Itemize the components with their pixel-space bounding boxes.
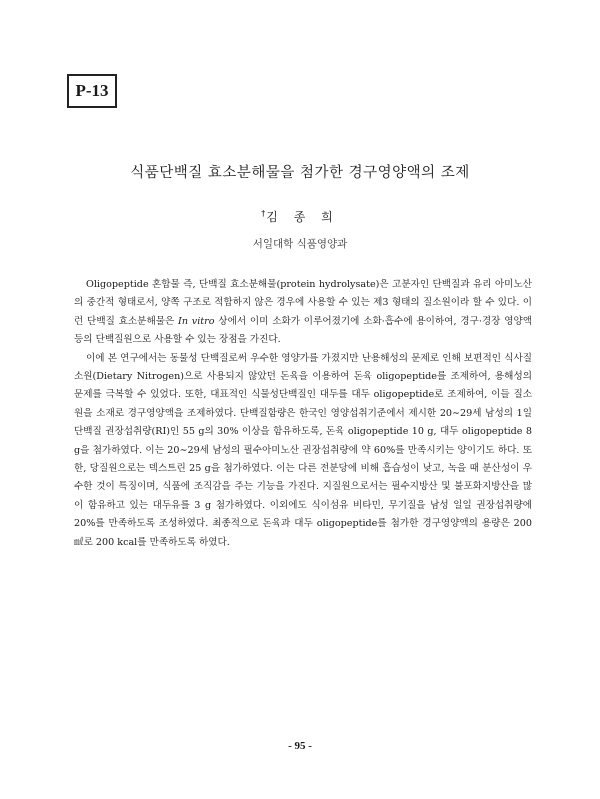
abstract-code: P-13 [75,81,109,100]
paper-title: 식품단백질 효소분해물을 첨가한 경구영양액의 조제 [130,165,470,181]
abstract-body [74,276,532,552]
author-line [0,208,600,225]
paragraph-1 [74,276,532,350]
page-number: - 95 - [288,740,312,752]
author-name: 김 종 희 [266,210,339,224]
in-vitro-italic: In vitro [178,315,215,327]
paragraph-2: 이에 본 연구에서는 동물성 단백질로써 우수한 영양가를 가졌지만 난용해성의 문제로 인해 보편적인 식사질소원(Dietary Nitrogen)으로 사용되지 않았던 돈육을 이용하여 돈육 oligopeptide를 조제하여, 용해성의 문제를 극복할 수 있었다. 또한, 대표적인 식물성단백질인 대두를 대두 oligopeptide로 조제하여, 이들 질소원을 소재로 경구영양액을 조제하였다. 단백질함량은 한국인 영양섭취기준에서 제시한 20∼29세 남성의 1일 단백질 권장섭취량(RI)인 55 g의 30% 이상을 함유하도록, 돈육 oligopeptide 10 g, 대두 oligopeptide 8 g을 첨가하였다. 이는 20∼29세 남성의 필수아미노산 권장섭취량에 약 60%를 만족시키는 양이기도 하다. 또한, 당질원으로는 덱스트린 25 g을 첨가하였다. 이는 다른 전분당에 비해 흡습성이 낮고, 녹을 때 분산성이 우수한 것이 특징이며, 식품에 조직감을 주는 기능을 가진다. 지질원으로서는 필수지방산 및 불포화지방산을 많이 함유하고 있는 대두유를 3 g 첨가하였다. 이외에도 식이섬유 비타민, 무기질을 남성 일일 권장섭취량에 20%를 만족하도록 조성하였다. 최종적으로 돈육과 대두 oligopeptide를 첨가한 경구영양액의 용량은 200 ㎖로 200 kcal를 만족하도록 하였다. [74,352,532,548]
corresponding-mark: † [261,209,266,218]
paragraph-1-part-1: Oligopeptide 혼합물 즉, 단백질 효소분해물(protein hydrolysate)은 고분자인 단백질과 유리 아미노산의 중간적 형태로서, 양쪽 구조로 적합하지 않은 경우에 사용할 수 있는 제3 형태의 질소원이라 할 수 있다. 이런 단백질 효소분해물은 [74,279,532,327]
affiliation: 서일대학 식품영양과 [252,238,348,250]
paragraph-1-part-2: 상에서 이미 소화가 이루어졌기에 소화·흡수에 용이하여, 경구·경장 영양액 등의 단백질원으로 사용할 수 있는 장점을 가진다. [74,315,532,346]
abstract-code-box [67,74,117,108]
